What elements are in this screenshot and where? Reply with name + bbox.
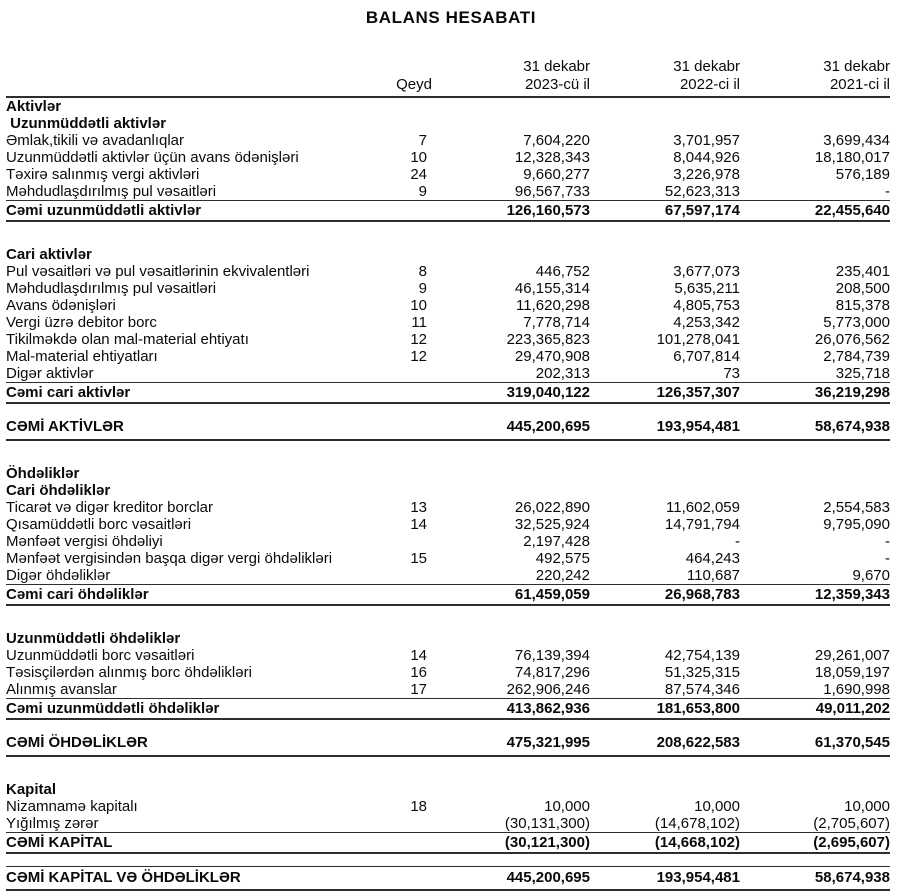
row-label: Aktivlər xyxy=(6,98,62,115)
row-note-value xyxy=(386,418,432,435)
row-value-2021: - xyxy=(885,183,890,200)
row-value-2022: 4,805,753 xyxy=(673,297,740,314)
row-label: Cəmi cari aktivlər xyxy=(6,384,131,401)
row-value-2021 xyxy=(740,246,890,263)
row-note-value: 18 xyxy=(410,798,427,815)
column-header-2023-line1: 31 dekabr xyxy=(523,58,590,75)
row-label: Cəmi uzunmüddətli öhdəliklər xyxy=(6,700,220,717)
row-value-2023: 262,906,246 xyxy=(506,681,590,698)
table-row xyxy=(6,567,890,584)
row-value-2023: 492,575 xyxy=(535,550,590,567)
row-label: Uzunmüddətli aktivlər üçün avans ödənişləri xyxy=(6,149,299,166)
row-value-2021: 10,000 xyxy=(844,798,890,815)
row-value-2023: 413,862,936 xyxy=(506,700,590,717)
row-value-2023: 96,567,733 xyxy=(514,183,590,200)
row-value-2022: 87,574,346 xyxy=(664,681,740,698)
row-value-2021 xyxy=(740,781,890,798)
row-value-2022: 3,226,978 xyxy=(673,166,740,183)
row-value-2022: 73 xyxy=(723,365,740,382)
row-value-2022 xyxy=(590,98,740,115)
row-value-2022: 464,243 xyxy=(685,550,740,567)
row-value-2023: 319,040,122 xyxy=(506,384,590,401)
table-row xyxy=(6,348,890,365)
table-row xyxy=(6,781,890,798)
row-note-value xyxy=(386,700,432,717)
row-label: Təsisçilərdən alınmış borc öhdəlikləri xyxy=(6,664,252,681)
row-label: Cari öhdəliklər xyxy=(6,482,111,499)
row-note-value: 14 xyxy=(410,647,427,664)
row-value-2023: 445,200,695 xyxy=(506,418,590,435)
row-note-value: 12 xyxy=(410,348,427,365)
row-spacer xyxy=(6,441,890,465)
row-value-2022: 126,357,307 xyxy=(656,384,740,401)
row-value-2021: 576,189 xyxy=(835,166,890,183)
row-value-2023: 126,160,573 xyxy=(506,202,590,219)
row-note-value: 11 xyxy=(411,314,427,331)
row-note-value: 15 xyxy=(410,550,427,567)
row-value-2021: 18,059,197 xyxy=(814,664,890,681)
row-value-2021: 26,076,562 xyxy=(814,331,890,348)
row-note-value xyxy=(386,834,432,851)
row-value-2023: 12,328,343 xyxy=(514,149,590,166)
row-value-2021: 2,554,583 xyxy=(823,499,890,516)
row-value-2022: 101,278,041 xyxy=(656,331,740,348)
row-note-value xyxy=(386,465,432,482)
column-header-2021-line1: 31 dekabr xyxy=(823,58,890,75)
column-header-2022-line2: 2022-ci il xyxy=(679,76,740,93)
row-value-2022: 11,602,059 xyxy=(666,499,740,516)
row-note-value xyxy=(386,384,432,401)
row-value-2022: (14,668,102) xyxy=(654,834,740,851)
row-value-2023 xyxy=(432,115,590,132)
table-row xyxy=(6,681,890,698)
row-note-value xyxy=(386,115,432,132)
column-header-2022-line1: 31 dekabr xyxy=(673,58,740,75)
row-value-2021: 18,180,017 xyxy=(814,149,890,166)
table-header xyxy=(6,58,890,98)
column-header-2021 xyxy=(740,58,890,94)
row-value-2021 xyxy=(740,115,890,132)
row-value-2023 xyxy=(432,98,590,115)
table-row xyxy=(6,664,890,681)
row-value-2023: (30,121,300) xyxy=(504,834,590,851)
table-row xyxy=(6,465,890,482)
row-note-value xyxy=(386,586,432,603)
row-note-value xyxy=(386,533,432,550)
row-value-2022: 4,253,342 xyxy=(673,314,740,331)
table-row xyxy=(6,516,890,533)
table-row xyxy=(6,246,890,263)
row-value-2023: 7,778,714 xyxy=(523,314,590,331)
table-row xyxy=(6,698,890,720)
row-note-value xyxy=(386,482,432,499)
row-value-2021: - xyxy=(885,533,890,550)
row-label: Cəmi cari öhdəliklər xyxy=(6,586,149,603)
row-label: Cəmi uzunmüddətli aktivlər xyxy=(6,202,202,219)
table-row xyxy=(6,297,890,314)
row-value-2021: 5,773,000 xyxy=(823,314,890,331)
column-header-2022 xyxy=(590,58,740,94)
table-row xyxy=(6,732,890,757)
row-value-2022: 3,677,073 xyxy=(673,263,740,280)
row-value-2021: (2,695,607) xyxy=(813,834,890,851)
table-row xyxy=(6,533,890,550)
row-value-2021: 12,359,343 xyxy=(814,586,890,603)
row-value-2021 xyxy=(740,630,890,647)
row-note-value xyxy=(386,781,432,798)
row-label: CƏMİ ÖHDƏLİKLƏR xyxy=(6,734,148,751)
row-value-2023 xyxy=(432,482,590,499)
row-value-2023: 445,200,695 xyxy=(506,869,590,886)
table-row xyxy=(6,647,890,664)
row-note-value: 16 xyxy=(410,664,427,681)
row-value-2021: 2,784,739 xyxy=(823,348,890,365)
row-value-2023: 76,139,394 xyxy=(514,647,590,664)
row-value-2023: 11,620,298 xyxy=(516,297,590,314)
table-row xyxy=(6,115,890,132)
row-label: Məhdudlaşdırılmış pul vəsaitləri xyxy=(6,183,217,200)
row-value-2022: 14,791,794 xyxy=(664,516,740,533)
row-value-2023: 29,470,908 xyxy=(514,348,590,365)
row-value-2023: 46,155,314 xyxy=(514,280,590,297)
row-label: Digər aktivlər xyxy=(6,365,94,382)
row-value-2022: 181,653,800 xyxy=(656,700,740,717)
row-note-value: 8 xyxy=(418,263,427,280)
row-value-2021: 9,670 xyxy=(852,567,890,584)
row-value-2022: 42,754,139 xyxy=(664,647,740,664)
row-label: Cari aktivlər xyxy=(6,246,92,263)
row-label: Kapital xyxy=(6,781,57,798)
row-value-2023: 74,817,296 xyxy=(514,664,590,681)
row-note-value xyxy=(386,98,432,115)
row-value-2021: 1,690,998 xyxy=(823,681,890,698)
row-note-value xyxy=(386,734,432,751)
table-row xyxy=(6,183,890,200)
table-row xyxy=(6,382,890,404)
table-row xyxy=(6,331,890,348)
row-note-value: 14 xyxy=(410,516,427,533)
row-label: Mənfəət vergisi öhdəliyi xyxy=(6,533,163,550)
row-note-value xyxy=(386,202,432,219)
table-row xyxy=(6,584,890,606)
table-row xyxy=(6,149,890,166)
row-value-2021: 29,261,007 xyxy=(814,647,890,664)
row-value-2023: 223,365,823 xyxy=(506,331,590,348)
row-value-2023: 2,197,428 xyxy=(523,533,590,550)
row-value-2021: 815,378 xyxy=(835,297,890,314)
row-value-2021: 9,795,090 xyxy=(823,516,890,533)
row-note-value: 7 xyxy=(418,132,427,149)
row-value-2023: 220,242 xyxy=(535,567,590,584)
row-value-2023 xyxy=(432,246,590,263)
row-value-2021: 3,699,434 xyxy=(823,132,890,149)
row-value-2021: 49,011,202 xyxy=(815,700,890,717)
row-value-2021: 36,219,298 xyxy=(814,384,890,401)
row-value-2023 xyxy=(432,630,590,647)
table-row xyxy=(6,815,890,832)
row-label: Öhdəliklər xyxy=(6,465,80,482)
column-header-2023-line2: 2023-cü il xyxy=(524,76,590,93)
row-label: Digər öhdəliklər xyxy=(6,567,111,584)
column-header-2021-line2: 2021-ci il xyxy=(829,76,890,93)
row-value-2021: 58,674,938 xyxy=(814,869,890,886)
row-value-2022: 67,597,174 xyxy=(664,202,740,219)
row-value-2022: 6,707,814 xyxy=(673,348,740,365)
row-value-2021: (2,705,607) xyxy=(813,815,890,832)
row-value-2021: 61,370,545 xyxy=(814,734,890,751)
row-value-2023: 9,660,277 xyxy=(523,166,590,183)
row-value-2021: 22,455,640 xyxy=(814,202,890,219)
row-note-value xyxy=(386,815,432,832)
row-value-2022: 8,044,926 xyxy=(673,149,740,166)
balance-sheet-table xyxy=(0,58,902,891)
row-label: Yığılmış zərər xyxy=(6,815,99,832)
table-row xyxy=(6,482,890,499)
row-value-2022 xyxy=(590,115,740,132)
row-value-2022: 26,968,783 xyxy=(664,586,740,603)
row-spacer xyxy=(6,757,890,781)
row-value-2021: 235,401 xyxy=(835,263,890,280)
row-spacer xyxy=(6,606,890,630)
table-row xyxy=(6,416,890,441)
page-title: BALANS HESABATI xyxy=(365,8,537,27)
table-row xyxy=(6,98,890,115)
row-label: Məhdudlaşdırılmış pul vəsaitləri xyxy=(6,280,217,297)
row-value-2022: 110,687 xyxy=(686,567,740,584)
row-note-value: 24 xyxy=(410,166,427,183)
row-value-2022 xyxy=(590,781,740,798)
row-value-2021: 325,718 xyxy=(835,365,890,382)
row-note-value: 9 xyxy=(418,183,427,200)
table-row xyxy=(6,798,890,815)
row-value-2023: 32,525,924 xyxy=(514,516,590,533)
row-label: Təxirə salınmış vergi aktivləri xyxy=(6,166,200,183)
row-value-2023: 446,752 xyxy=(535,263,590,280)
row-spacer xyxy=(6,720,890,732)
row-value-2023: 10,000 xyxy=(544,798,590,815)
row-value-2023: (30,131,300) xyxy=(504,815,590,832)
row-value-2023: 7,604,220 xyxy=(523,132,590,149)
table-row xyxy=(6,263,890,280)
row-note-value xyxy=(386,869,432,886)
row-value-2022: 193,954,481 xyxy=(656,869,740,886)
row-value-2023: 202,313 xyxy=(535,365,590,382)
column-header-2023 xyxy=(432,58,590,94)
row-value-2021: 58,674,938 xyxy=(814,418,890,435)
row-label: CƏMİ KAPİTAL xyxy=(6,834,113,851)
row-value-2023: 475,321,995 xyxy=(506,734,590,751)
row-label: Mənfəət vergisindən başqa digər vergi öhdəlikləri xyxy=(6,550,333,567)
row-label: CƏMİ KAPİTAL VƏ ÖHDƏLİKLƏR xyxy=(6,869,241,886)
row-value-2021 xyxy=(740,465,890,482)
row-label: CƏMİ AKTİVLƏR xyxy=(6,418,124,435)
row-value-2023 xyxy=(432,781,590,798)
row-value-2022 xyxy=(590,465,740,482)
row-value-2021 xyxy=(740,482,890,499)
row-note-value xyxy=(386,567,432,584)
row-label: Uzunmüddətli borc vəsaitləri xyxy=(6,647,195,664)
row-value-2023 xyxy=(432,465,590,482)
table-row xyxy=(6,365,890,382)
row-value-2022 xyxy=(590,482,740,499)
table-body xyxy=(6,98,890,891)
row-note-value: 10 xyxy=(410,149,427,166)
table-row xyxy=(6,499,890,516)
row-note-value: 17 xyxy=(410,681,427,698)
row-label: Alınmış avanslar xyxy=(6,681,117,698)
row-label: Uzunmüddətli öhdəliklər xyxy=(6,630,181,647)
table-row xyxy=(6,280,890,297)
row-value-2022: 3,701,957 xyxy=(673,132,740,149)
row-value-2022: (14,678,102) xyxy=(654,815,740,832)
row-value-2022: 51,325,315 xyxy=(664,664,740,681)
row-note-value: 12 xyxy=(410,331,427,348)
row-value-2023: 61,459,059 xyxy=(514,586,590,603)
table-row xyxy=(6,314,890,331)
row-label: Mal-material ehtiyatları xyxy=(6,348,158,365)
row-value-2022: 193,954,481 xyxy=(656,418,740,435)
row-label: Tikilməkdə olan mal-material ehtiyatı xyxy=(6,331,249,348)
row-value-2022: 5,635,211 xyxy=(674,280,740,297)
row-label: Qısamüddətli borc vəsaitləri xyxy=(6,516,192,533)
table-row xyxy=(6,866,890,891)
row-spacer xyxy=(6,854,890,866)
row-value-2023: 26,022,890 xyxy=(514,499,590,516)
table-row xyxy=(6,832,890,854)
row-note-value xyxy=(386,630,432,647)
row-label: Pul vəsaitləri və pul vəsaitlərinin ekvivalentləri xyxy=(6,263,310,280)
row-label: Vergi üzrə debitor borc xyxy=(6,314,157,331)
table-row xyxy=(6,200,890,222)
row-value-2022 xyxy=(590,630,740,647)
row-note-value: 10 xyxy=(410,297,427,314)
row-label: Ticarət və digər kreditor borclar xyxy=(6,499,214,516)
table-row xyxy=(6,630,890,647)
row-spacer xyxy=(6,404,890,416)
row-note-value xyxy=(386,246,432,263)
row-label: Əmlak,tikili və avadanlıqlar xyxy=(6,132,185,149)
row-value-2022 xyxy=(590,246,740,263)
column-header-note: Qeyd xyxy=(396,76,432,93)
row-note-value: 13 xyxy=(410,499,427,516)
row-value-2021: 208,500 xyxy=(835,280,890,297)
row-spacer xyxy=(6,222,890,246)
row-value-2021: - xyxy=(885,550,890,567)
row-note-value: 9 xyxy=(418,280,427,297)
row-value-2021 xyxy=(740,98,890,115)
row-label: Uzunmüddətli aktivlər xyxy=(6,115,167,132)
row-label: Nizamnamə kapitalı xyxy=(6,798,138,815)
row-value-2022: 10,000 xyxy=(694,798,740,815)
table-row xyxy=(6,132,890,149)
row-value-2022: 208,622,583 xyxy=(656,734,740,751)
row-label: Avans ödənişləri xyxy=(6,297,116,314)
row-note-value xyxy=(386,365,432,382)
row-value-2022: 52,623,313 xyxy=(664,183,740,200)
table-row xyxy=(6,550,890,567)
table-row xyxy=(6,166,890,183)
row-value-2022: - xyxy=(735,533,740,550)
